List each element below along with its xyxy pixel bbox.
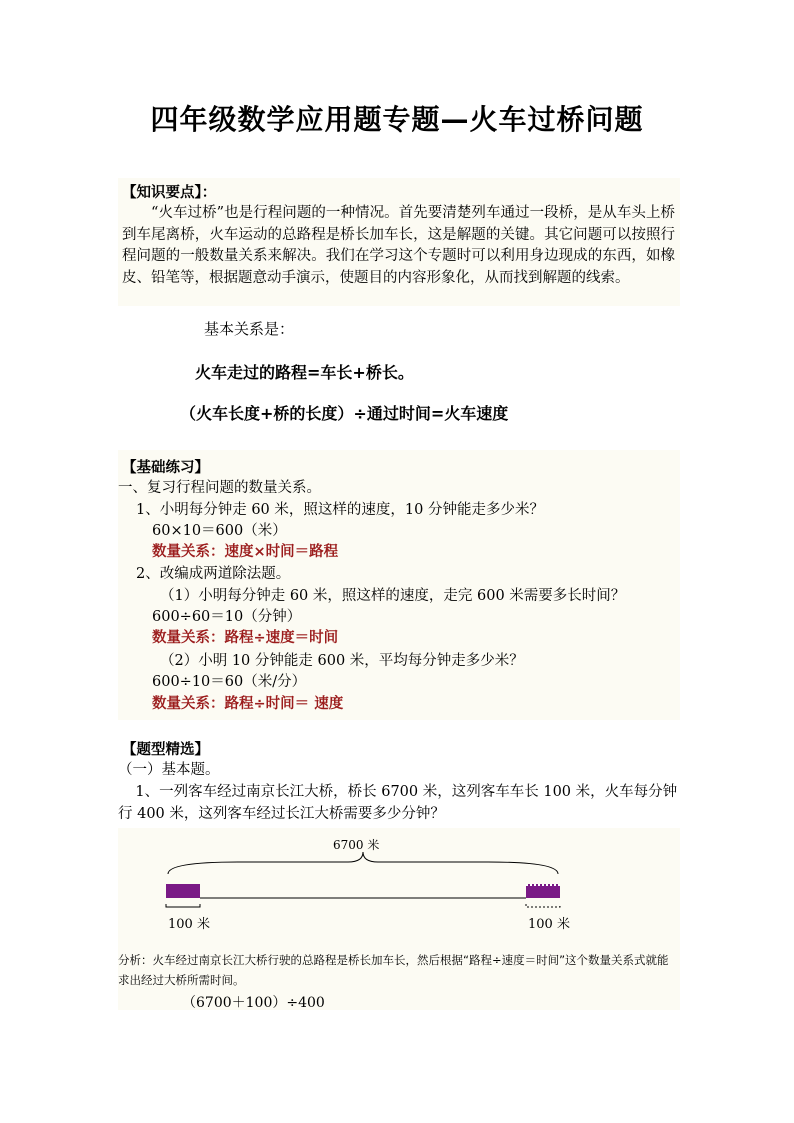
bridge-diagram (118, 840, 680, 910)
practice-line: （2）小明 10 分钟能走 600 米，平均每分钟走多少米？ (160, 653, 524, 669)
knowledge-heading: 【知识要点】： (122, 185, 217, 201)
practice-line: （1）小明每分钟走 60 米，照这样的速度，走完 600 米需要多长时间？ (160, 588, 626, 604)
quantity-relation: 数量关系：速度×时间＝路程 (152, 544, 339, 560)
train-right-bracket (526, 904, 560, 907)
relation-formula-2: （火车长度+桥的长度）÷通过时间=火车速度 (180, 404, 509, 423)
practice-line: 60×10＝600（米） (152, 523, 287, 539)
bridge-brace (168, 852, 558, 874)
practice-line: 600÷10＝60（米/分） (152, 674, 307, 690)
train-left (166, 884, 200, 898)
page-title: 四年级数学应用题专题—火车过桥问题 (150, 103, 644, 136)
practice-heading: 【基础练习】 (122, 460, 209, 476)
knowledge-paragraph: “火车过桥”也是行程问题的一种情况。首先要清楚列车通过一段桥，是从车头上桥到车尾离桥，火车运动的总路程是桥长加车长，这是解题的关键。其它问题可以按照行程问题的一般数量关系来解决。我们在学习这个专题时可以利用身边现成的东西，如橡皮、铅笔等，根据题意动手演示，使题目的内容形象化，从而找到解题的线索。 (122, 205, 675, 286)
practice-line: 600÷60＝10（分钟） (152, 609, 302, 625)
relation-formula-1: 火车走过的路程=车长+桥长。 (195, 363, 414, 382)
practice-line: 一、复习行程问题的数量关系。 (118, 480, 321, 496)
question-1: 1、一列客车经过南京长江大桥，桥长 6700 米，这列客车车长 100 米，火车每分钟行 400 米，这列客车经过长江大桥需要多少分钟？ (118, 784, 678, 822)
selected-heading: 【题型精选】 (122, 742, 209, 758)
selected-subheading: （一）基本题。 (118, 762, 220, 778)
practice-line: 1、小明每分钟走 60 米，照这样的速度，10 分钟能走多少米？ (136, 502, 544, 518)
train-right (526, 884, 560, 898)
quantity-relation: 数量关系：路程÷时间＝ 速度 (152, 696, 344, 712)
quantity-relation: 数量关系：路程÷速度＝时间 (152, 630, 339, 646)
practice-line: 2、改编成两道除法题。 (136, 566, 291, 582)
basic-relation-label: 基本关系是： (204, 320, 295, 338)
train-left-bracket (166, 904, 200, 907)
train-left-label: 100 米 (168, 917, 210, 932)
bridge-length-label: 6700 米 (333, 838, 380, 852)
analysis-text: 分析：火车经过南京长江大桥行驶的总路程是桥长加车长，然后根据“路程÷速度＝时间”这个数量关系式就能求出经过大桥所需时间。 (118, 953, 669, 987)
solution-formula: （6700＋100）÷400 (182, 995, 325, 1011)
train-right-label: 100 米 (528, 917, 570, 932)
